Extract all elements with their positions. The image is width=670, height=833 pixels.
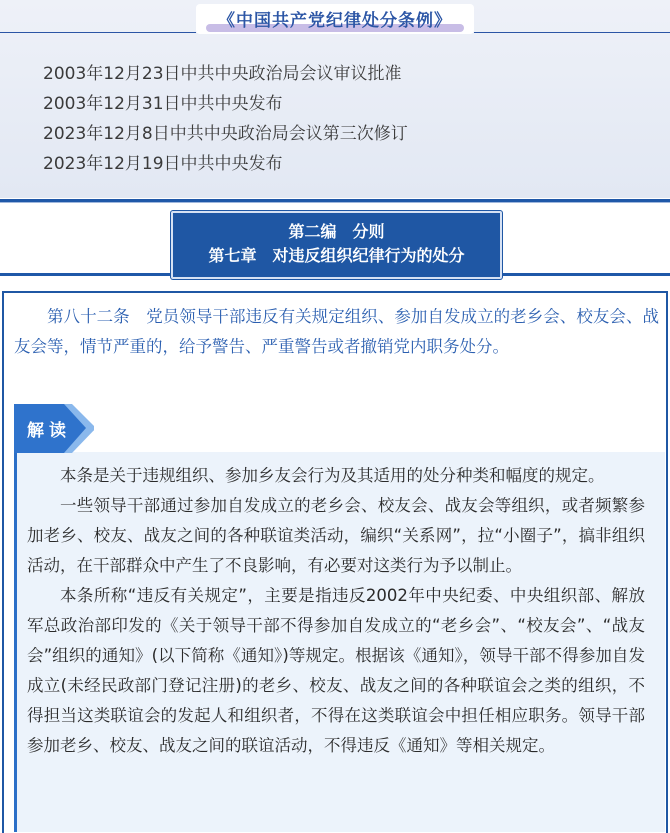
date-item: 2023年12月19日中共中央发布: [43, 154, 283, 174]
date-list: [43, 59, 408, 179]
interpretation-paragraph: 本条是关于违规组织、参加乡友会行为及其适用的处分种类和幅度的规定。: [60, 466, 605, 485]
interpretation-paragraph: 本条所称“违反有关规定”，主要是指违反2002年中央纪委、中央组织部、解放军总政治部印发的《关于领导干部不得参加自发成立的“老乡会”、“校友会”、“战友会”组织的通知》(以下简称《通知》)等规定。根据该《通知》，领导干部不得参加自发成立(未经民政部门登记注册)的老乡、校友、战友之间的各种联谊会之类的组织，不得担当这类联谊会的发起人和组织者，不得在这类联谊会中担任相应职务。领导干部参加老乡、校友、战友之间的联谊活动，不得违反《通知》等相关规定。: [27, 586, 645, 755]
part-heading: 第二编 分则: [288, 222, 385, 241]
date-item: 2003年12月31日中共中央发布: [43, 94, 283, 114]
interpretation-paragraph: 一些领导干部通过参加自发成立的老乡会、校友会、战友会等组织，或者频繁参加老乡、校友、战友之间的各种联谊类活动，编织“关系网”，拉“小圈子”，搞非组织活动，在干部群众中产生了不良影响，有必要对这类行为予以制止。: [27, 496, 645, 575]
title-rule-left: [0, 32, 196, 33]
chapter-heading: 第七章 对违反组织纪律行为的处分: [208, 246, 465, 265]
article-text: 第八十二条 党员领导干部违反有关规定组织、参加自发成立的老乡会、校友会、战友会等，情节严重的，给予警告、严重警告或者撤销党内职务处分。: [14, 307, 659, 356]
date-item: 2003年12月23日中共中央政治局会议审议批准: [43, 64, 402, 84]
chapter-banner: [171, 211, 502, 279]
title-rule-right: [474, 32, 670, 33]
interpretation-body: [27, 461, 645, 761]
regulation-title: 《中国共产党纪律处分条例》: [218, 11, 452, 31]
interpretation-label: 解读: [27, 421, 71, 441]
date-item: 2023年12月8日中共中央政治局会议第三次修订: [43, 124, 408, 144]
section-divider-thin: [0, 202, 670, 203]
